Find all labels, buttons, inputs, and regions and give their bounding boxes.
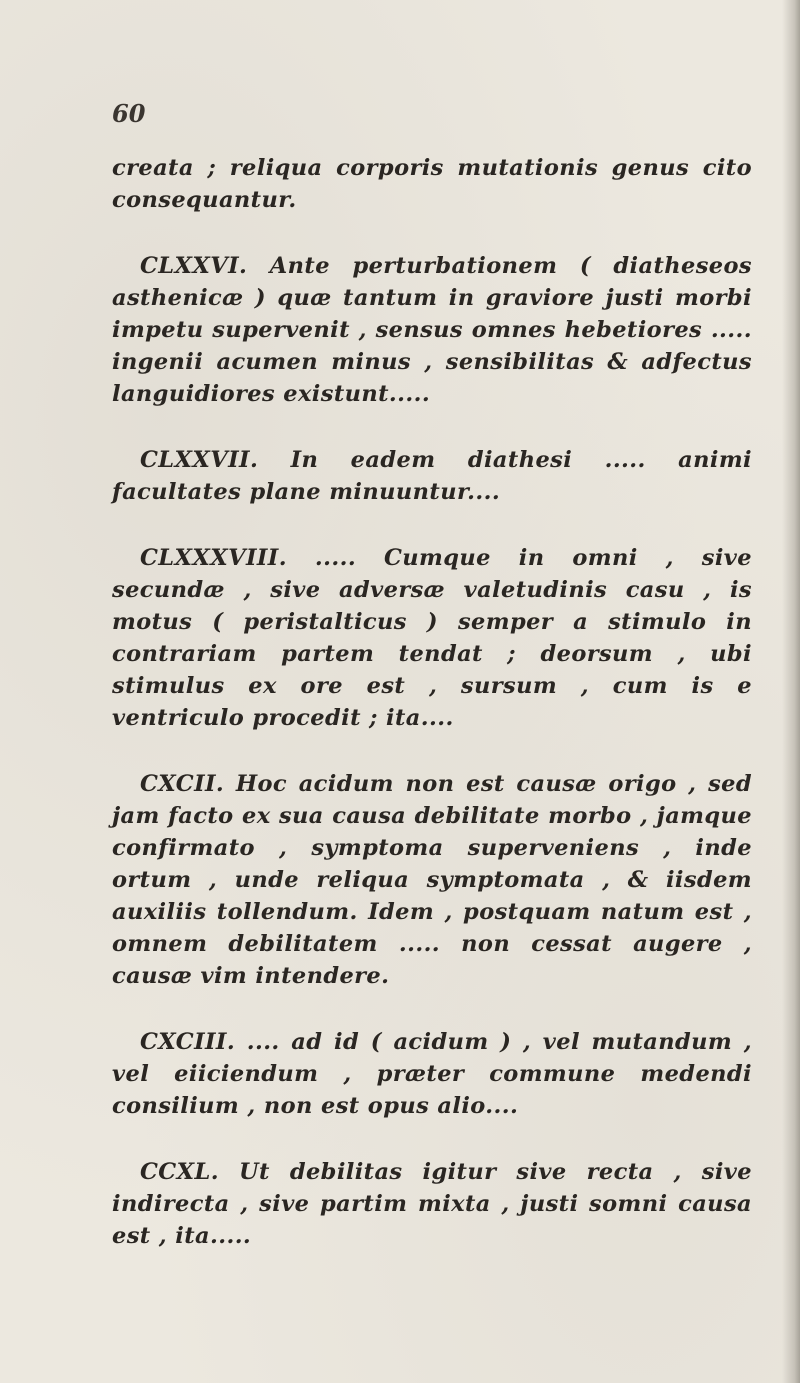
page-number: 60 <box>112 99 146 128</box>
section-number: CXCIII. <box>140 1029 236 1055</box>
section-number: CLXXXVIII. <box>140 545 287 571</box>
paragraph-clxxxviii <box>112 542 752 734</box>
paragraph-ccxl <box>112 1156 752 1252</box>
paragraph-text: .... ad id ( acidum ) , vel mutandum , vel eiiciendum , præter commune medendi consilium , non est opus alio.... <box>112 1029 752 1119</box>
paragraph-text: Ante perturbationem ( diatheseos asthenicæ ) quæ tantum in graviore justi morbi impetu supervenit , sensus omnes hebetiores ..... ingenii acumen minus , sensibilitas & adfectus languidiores existunt..... <box>112 253 752 407</box>
section-number: CXCII. <box>140 771 225 797</box>
section-number: CLXXVII. <box>140 447 259 473</box>
paragraph-continuation <box>112 152 752 216</box>
paragraph-text: Ut debilitas igitur sive recta , sive indirecta , sive partim mixta , justi somni causa est , ita..... <box>112 1159 752 1249</box>
paragraph-cxciii <box>112 1026 752 1122</box>
paragraph-text: creata ; reliqua corporis mutationis genus cito consequantur. <box>112 155 752 213</box>
paragraph-cxcii <box>112 768 752 992</box>
paragraph-clxxvii <box>112 444 752 508</box>
paragraph-clxxvi <box>112 250 752 410</box>
page-edge-shadow <box>782 0 800 1383</box>
paragraph-text: ..... Cumque in omni , sive secundæ , sive adversæ valetudinis casu , is motus ( peristalticus ) semper a stimulo in contrariam partem tendat ; deorsum , ubi stimulus ex ore est , sursum , cum is e ventriculo procedit ; ita.... <box>112 545 752 731</box>
paragraph-text: In eadem diathesi ..... animi facultates plane minuuntur.... <box>112 447 752 505</box>
paragraph-text: Hoc acidum non est causæ origo , sed jam facto ex sua causa debilitate morbo , jamque confirmato , symptoma superveniens , inde ortum , unde reliqua symptomata , & iisdem auxiliis tollendum. Idem , postquam natum est , omnem debilitatem ..... non cessat augere , causæ vim intendere. <box>112 771 752 989</box>
page-text-body <box>112 152 752 1252</box>
section-number: CLXXVI. <box>140 253 248 279</box>
section-number: CCXL. <box>140 1159 219 1185</box>
